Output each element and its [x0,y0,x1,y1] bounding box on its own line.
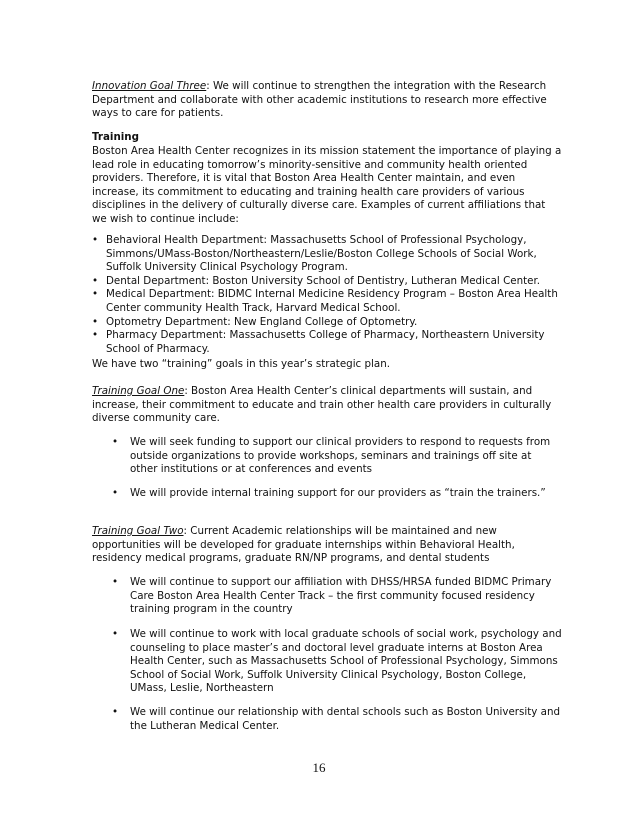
goal-one-bullet-1 [92,436,562,477]
affiliation-text: Behavioral Health Department: Massachusetts School of Professional Psychology, Simmons/UMass-Boston/Northeastern/Leslie/Boston College Schools of Social Work, Suffolk University Clinical Psychology Program. [106,234,537,274]
training-heading: Training [92,131,140,143]
innovation-goal-three-text: : We will continue to strengthen the integration with the Research Department and collaborate with other academic institutions to research more effective ways to care for patients. [92,80,547,120]
training-intro-paragraph: Boston Area Health Center recognizes in its mission statement the importance of playing a lead role in educating tomorrow’s minority-sensitive and community health oriented providers. Therefore, it is vital that Boston Area Health Center maintain, and even increase, its commitment to educating and training health care providers of various disciplines in the delivery of culturally diverse care. Examples of current affiliations that we wish to continue include: [92,145,562,225]
goal-two-bullet-text: We will continue to work with local graduate schools of social work, psychology and counseling to place master’s and doctoral level graduate interns at Boston Area Health Center, such as Massachusetts School of Professional Psychology, Simmons School of Social Work, Suffolk University Clinical Psychology, Boston College, UMass, Leslie, Northeastern [130,628,562,695]
innovation-goal-three-paragraph [92,80,562,121]
bullet-icon: • [112,706,119,718]
page-number: 16 [312,760,326,775]
goal-two-bullet-1 [92,576,562,617]
bullet-icon: • [112,628,119,640]
affiliation-text: Medical Department: BIDMC Internal Medicine Residency Program – Boston Area Health Center community Health Track, Harvard Medical School. [106,288,558,314]
innovation-goal-three-label: Innovation Goal Three [92,80,207,92]
training-goal-two-paragraph [92,525,562,566]
bullet-icon: • [112,487,119,499]
training-goal-one-paragraph [92,385,562,426]
affiliations-list [92,234,562,356]
affiliation-item-dental [92,275,562,289]
bullet-icon: • [92,234,99,246]
training-goals-intro: We have two “training” goals in this year’s strategic plan. [92,358,390,370]
bullet-icon: • [112,436,119,448]
training-goal-two-text: : Current Academic relationships will be maintained and new opportunities will be developed for graduate internships within Behavioral Health, residency medical programs, graduate RN/NP programs, and dental students [92,525,515,565]
training-goal-one-label: Training Goal One [92,385,185,397]
goal-one-bullet-text: We will provide internal training support for our providers as “train the trainers.” [130,487,546,499]
goal-two-bullet-text: We will continue our relationship with dental schools such as Boston University and the Lutheran Medical Center. [130,706,561,732]
bullet-icon: • [92,315,99,328]
goal-one-bullet-text: We will seek funding to support our clinical providers to respond to requests from outside organizations to provide workshops, seminars and trainings off site at other institutions or at conferences and events [130,436,551,476]
goal-one-bullet-2 [92,487,562,501]
bullet-icon: • [112,576,119,588]
affiliation-item-medical [92,288,562,315]
bullet-icon: • [92,329,99,342]
bullet-icon: • [92,288,99,301]
affiliation-text: Dental Department: Boston University School of Dentistry, Lutheran Medical Center. [106,274,541,287]
affiliation-item-pharmacy [92,329,562,356]
affiliation-text: Pharmacy Department: Massachusetts College of Pharmacy, Northeastern University School of Pharmacy. [106,329,545,355]
affiliation-text: Optometry Department: New England College of Optometry. [106,315,418,328]
bullet-icon: • [92,274,99,287]
goal-two-bullet-2 [92,628,562,696]
affiliation-item-optometry [92,316,562,330]
affiliation-item-behavioral [92,234,562,275]
goal-two-bullet-3 [92,706,562,733]
goal-two-bullet-text: We will continue to support our affiliation with DHSS/HRSA funded BIDMC Primary Care Boston Area Health Center Track – the first community focused residency training program in the country [130,576,552,616]
training-goal-two-label: Training Goal Two [92,525,184,537]
training-goal-one-text: : Boston Area Health Center’s clinical departments will sustain, and increase, their commitment to educate and train other health care providers in culturally diverse community care. [92,385,552,425]
